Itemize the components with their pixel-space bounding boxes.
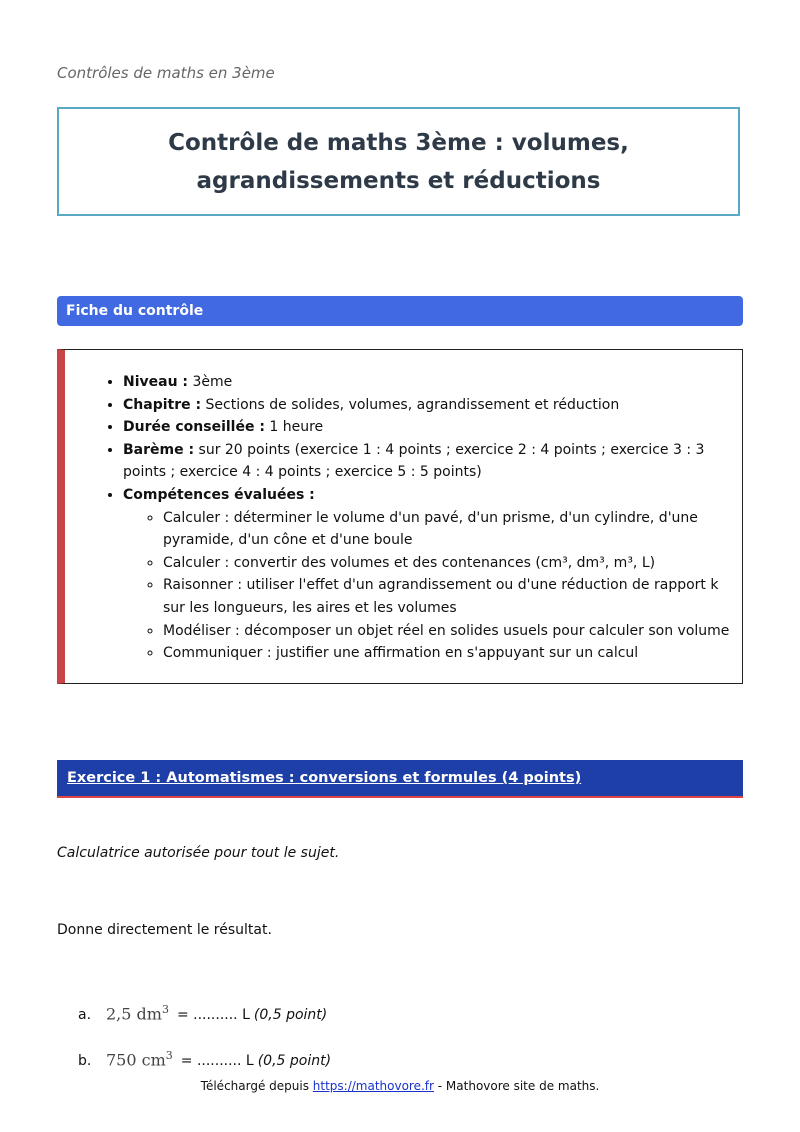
question-answer-blank: = .......... L [180,1053,254,1070]
title-line-1: Contrôle de maths 3ème : volumes, [168,129,629,156]
exercise-instruction: Donne directement le résultat. [57,922,272,938]
title-line-2: agrandissements et réductions [196,167,601,194]
question-a [78,1003,327,1023]
competence-item: ◦ Calculer : déterminer le volume d'un pavé, d'un prisme, d'un cylindre, d'une pyramide, d'un cône et d'une boule [163,507,733,552]
footer: Téléchargé depuis https://mathovore.fr - Mathovore site de maths. [200,1079,600,1093]
competence-item: ◦ Raisonner : utiliser l'effet d'un agrandissement ou d'une réduction de rapport k sur les longueurs, les aires et les volumes [163,574,733,619]
question-letter: a. [78,1007,92,1024]
question-expression: 750 $cm^3$ [106,1049,173,1070]
question-answer-blank: = .......... L [176,1007,250,1024]
footer-link[interactable]: https://mathovore.fr [312,1079,434,1093]
exercise-1-heading: Exercice 1 : Automatismes : conversions et formules (4 points) [57,760,743,798]
page-title [168,124,629,200]
question-b [78,1049,331,1069]
title-box [57,107,740,216]
question-points: (0,5 point) [257,1053,332,1070]
competence-item: ◦ Calculer : convertir des volumes et des contenances (cm³, dm³, m³, L) [163,552,733,575]
fiche-item-chapitre: • Chapitre : Sections de solides, volumes, agrandissement et réduction [123,394,733,417]
competence-item: ◦ Modéliser : décomposer un objet réel en solides usuels pour calculer son volume [163,620,733,643]
page-subtitle: Contrôles de maths en 3ème [57,64,275,82]
question-points: (0,5 point) [253,1007,328,1024]
question-letter: b. [78,1053,92,1070]
fiche-item-competences: • Compétences évaluées : ◦ Calculer : déterminer le volume d'un pavé, d'un prisme, d'un cylindre, d'une pyramide, d'un cône et d'une boule ◦ Calculer : convertir des volumes et des contenances (cm³, dm³, m³, L) ◦ Raisonner : utiliser l'effet d'un agrandissement ou d'une réduction de rapport k sur les longueurs, les aires et les volumes ◦ Modéliser : décomposer un objet réel en solides usuels pour calculer son volume ◦ Communiquer : justifier une affirmation en s'appuyant sur un calcul [123,484,733,665]
competence-item: ◦ Communiquer : justifier une affirmation en s'appuyant sur un calcul [163,642,733,665]
fiche-item-duree: • Durée conseillée : 1 heure [123,416,733,439]
calculator-note: Calculatrice autorisée pour tout le sujet. [57,845,340,861]
fiche-heading: Fiche du contrôle [57,296,743,326]
question-expression: 2,5 $dm^3$ [106,1003,169,1024]
fiche-item-bareme: • Barème : sur 20 points (exercice 1 : 4 points ; exercice 2 : 4 points ; exercice 3 : 3 points ; exercice 4 : 4 points ; exercice 5 : 5 points) [123,439,733,484]
fiche-box [57,349,743,684]
competences-list [123,507,733,665]
fiche-list [123,371,733,665]
fiche-item-niveau: • Niveau : 3ème [123,371,733,394]
